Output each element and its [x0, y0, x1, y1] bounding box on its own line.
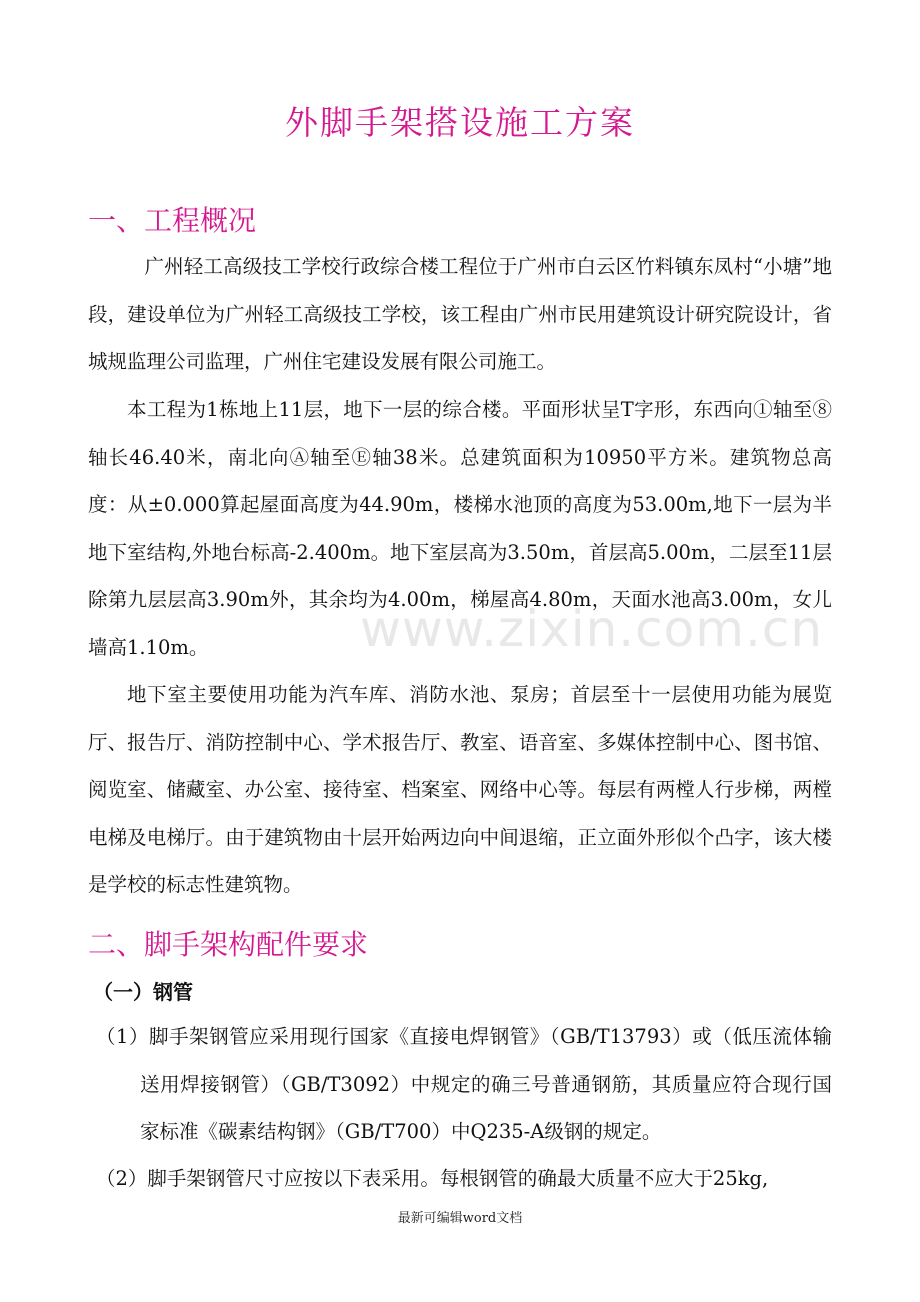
list-item-pipe-standard: （1）脚手架钢管应采用现行国家《直接电焊钢管》（GB/T13793）或（低压流体输送用焊接钢管）（GB/T3092）中规定的确三号普通钢筋，其质量应符合现行国家标准《碳素结构钢》（GB/T700）中Q235-A级钢的规定。 — [96, 1025, 832, 1143]
page-footer: 最新可编辑word文档 — [397, 1211, 523, 1226]
watermark-text: www.zixin.com.cn — [360, 600, 824, 658]
document-title: 外脚手架搭设施工方案 — [285, 103, 635, 142]
subsection-heading-steel-pipe: （一）钢管 — [93, 980, 193, 1004]
paragraph-building-dimensions: 本工程为1栋地上11层，地下一层的综合楼。平面形状呈T字形，东西向①轴至⑧轴长46.40米，南北向Ⓐ轴至Ⓔ轴38米。总建筑面积为10950平方米。建筑物总高度：从±0.000算起屋面高度为44.90m，楼梯水池顶的高度为53.00m,地下一层为半地下室结构,外地台标高-2.400m。地下室层高为3.50m，首层高5.00m，二层至11层除第九层层高3.90m外，其余均为4.00m，梯屋高4.80m，天面水池高3.00m，女儿墙高1.10m。 — [88, 398, 832, 659]
paragraph-project-location: 广州轻工高级技工学校行政综合楼工程位于广州市白云区竹料镇东凤村“小塘”地段，建设单位为广州轻工高级技工学校，该工程由广州市民用建筑设计研究院设计，省城规监理公司监理，广州住宅建设发展有限公司施工。 — [88, 255, 832, 373]
section-heading-overview: 一、工程概况 — [88, 204, 257, 237]
section-heading-scaffold-parts: 二、脚手架构配件要求 — [88, 928, 369, 961]
list-item-pipe-size: （2）脚手架钢管尺寸应按以下表采用。每根钢管的确最大质量不应大于25kg, — [96, 1167, 769, 1190]
paragraph-building-functions: 地下室主要使用功能为汽车库、消防水池、泵房；首层至十一层使用功能为展览厅、报告厅、消防控制中心、学术报告厅、教室、语音室、多媒体控制中心、图书馆、阅览室、储藏室、办公室、接待室、档案室、网络中心等。每层有两樘人行步梯，两樘电梯及电梯厅。由于建筑物由十层开始两边向中间退缩，正立面外形似个凸字，该大楼是学校的标志性建筑物。 — [88, 683, 832, 896]
